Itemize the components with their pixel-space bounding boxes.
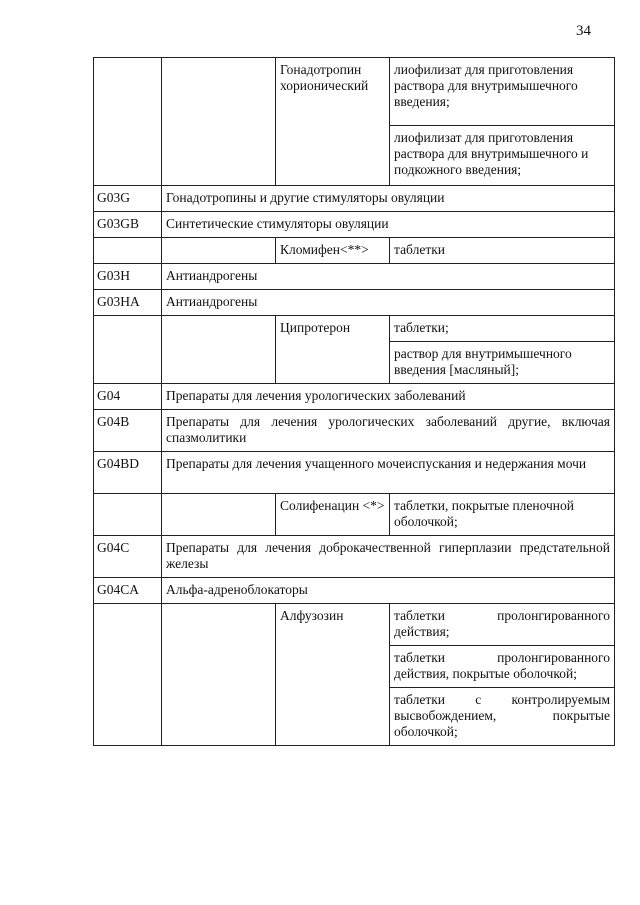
drug-cell: Солифенацин <*> [276, 494, 390, 536]
form-cell: таблетки; [390, 316, 615, 342]
page-number: 34 [576, 23, 591, 39]
code-cell [94, 604, 162, 746]
group-cell [162, 316, 276, 384]
atc-code: G04BD [94, 452, 162, 494]
group-name: Антиандрогены [162, 290, 615, 316]
table-row [94, 316, 615, 342]
atc-code: G03G [94, 186, 162, 212]
group-name: Препараты для лечения учащенного мочеиспускания и недержания мочи [162, 452, 615, 494]
drug-cell: Ципротерон [276, 316, 390, 384]
form-cell: таблетки пролонгированного действия; [390, 604, 615, 646]
drug-table [93, 57, 615, 746]
drug-cell: Гонадотропин хорионический [276, 58, 390, 186]
form-cell: таблетки с контролируемым высвобождением, покрытые оболочкой; [390, 688, 615, 746]
code-cell [94, 494, 162, 536]
table-row [94, 212, 615, 238]
form-cell: лиофилизат для приготовления раствора для внутримышечного и подкожного введения; [390, 126, 615, 186]
table-row [94, 494, 615, 536]
group-name: Альфа-адреноблокаторы [162, 578, 615, 604]
group-cell [162, 604, 276, 746]
atc-code: G03H [94, 264, 162, 290]
form-cell: лиофилизат для приготовления раствора для внутримышечного введения; [390, 58, 615, 126]
table-row [94, 536, 615, 578]
table-row [94, 264, 615, 290]
form-cell: таблетки, покрытые пленочной оболочкой; [390, 494, 615, 536]
drug-cell: Алфузозин [276, 604, 390, 746]
group-name: Синтетические стимуляторы овуляции [162, 212, 615, 238]
atc-code: G04C [94, 536, 162, 578]
code-cell [94, 58, 162, 186]
form-cell: раствор для внутримышечного введения [масляный]; [390, 342, 615, 384]
group-name: Препараты для лечения урологических заболеваний [162, 384, 615, 410]
table-row [94, 186, 615, 212]
group-cell [162, 494, 276, 536]
group-cell [162, 58, 276, 186]
table-row [94, 58, 615, 126]
form-cell: таблетки [390, 238, 615, 264]
group-name: Препараты для лечения урологических заболеваний другие, включая спазмолитики [162, 410, 615, 452]
atc-code: G04 [94, 384, 162, 410]
group-name: Препараты для лечения доброкачественной гиперплазии предстательной железы [162, 536, 615, 578]
code-cell [94, 238, 162, 264]
drug-cell: Кломифен<**> [276, 238, 390, 264]
table-row [94, 604, 615, 646]
table-row [94, 238, 615, 264]
table-row [94, 410, 615, 452]
table-row [94, 578, 615, 604]
atc-code: G04B [94, 410, 162, 452]
group-name: Гонадотропины и другие стимуляторы овуляции [162, 186, 615, 212]
atc-code: G03HA [94, 290, 162, 316]
group-name: Антиандрогены [162, 264, 615, 290]
form-cell: таблетки пролонгированного действия, покрытые оболочкой; [390, 646, 615, 688]
table-row [94, 290, 615, 316]
table-row [94, 384, 615, 410]
code-cell [94, 316, 162, 384]
atc-code: G03GB [94, 212, 162, 238]
atc-code: G04CA [94, 578, 162, 604]
table-row [94, 452, 615, 494]
group-cell [162, 238, 276, 264]
